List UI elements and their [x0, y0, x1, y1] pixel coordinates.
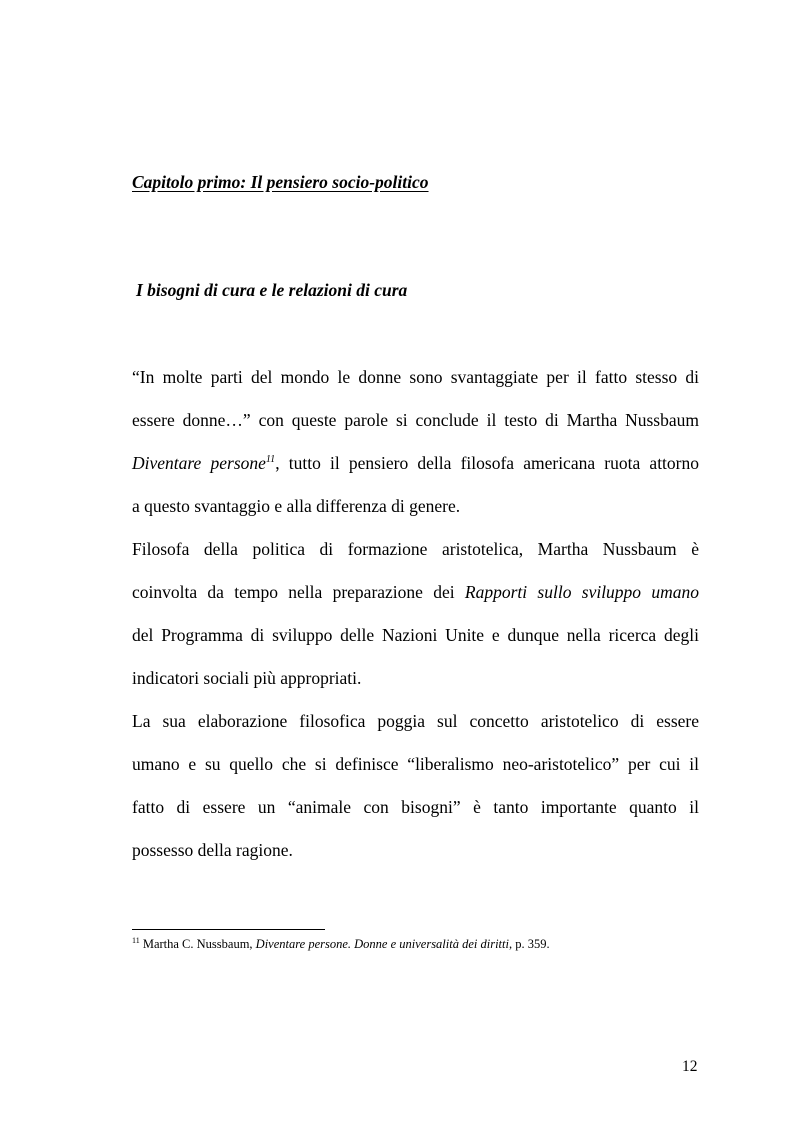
text-line: [132, 582, 699, 602]
book-title: Diventare persone: [132, 453, 266, 473]
text-line: La sua elaborazione filosofica poggia sul concetto aristotelico di essere: [132, 711, 699, 731]
text-line: [132, 453, 699, 473]
footnote-reference: 11: [265, 454, 276, 465]
text-segment: , tutto il pensiero della filosofa americana ruota attorno: [275, 453, 699, 473]
footnote-page: , p. 359.: [508, 937, 550, 951]
text-segment: coinvolta da tempo nella preparazione dei: [132, 582, 465, 602]
page-number: 12: [682, 1058, 698, 1075]
text-line: “In molte parti del mondo le donne sono svantaggiate per il fatto stesso di: [132, 367, 699, 387]
report-title: Rapporti sullo sviluppo umano: [464, 582, 699, 602]
text-line: del Programma di sviluppo delle Nazioni Unite e dunque nella ricerca degli: [132, 625, 699, 645]
footnote-title: Diventare persone. Donne e universalità dei diritti: [255, 937, 509, 951]
text-line: a questo svantaggio e alla differenza di genere.: [132, 496, 461, 516]
text-line: fatto di essere un “animale con bisogni” è tanto importante quanto il: [132, 797, 699, 817]
text-line: possesso della ragione.: [132, 840, 293, 860]
footnote-separator: [132, 929, 325, 930]
text-line: indicatori sociali più appropriati.: [132, 668, 362, 688]
footnote: [132, 937, 550, 952]
section-title: I bisogni di cura e le relazioni di cura: [136, 280, 408, 300]
chapter-title: Capitolo primo: Il pensiero socio-politico: [132, 172, 429, 192]
text-line: umano e su quello che si definisce “liberalismo neo-aristotelico” per cui il: [132, 754, 699, 774]
text-line: essere donne…” con queste parole si conclude il testo di Martha Nussbaum: [132, 410, 699, 430]
footnote-author: Martha C. Nussbaum,: [139, 937, 256, 951]
footnote-number: 11: [132, 936, 140, 945]
text-line: Filosofa della politica di formazione aristotelica, Martha Nussbaum è: [132, 539, 699, 559]
